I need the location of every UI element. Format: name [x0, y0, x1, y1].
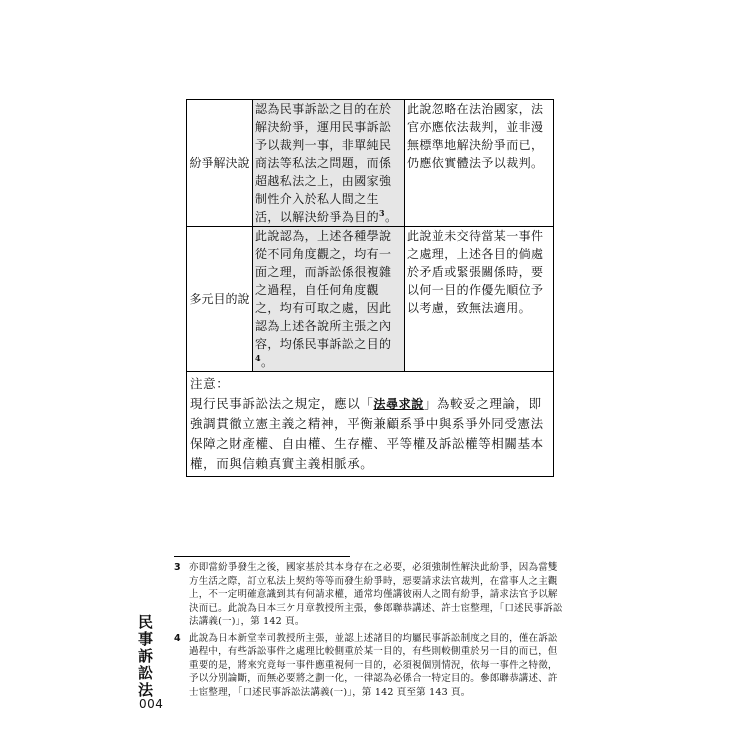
note-text: 」為較妥之理論，即強調貫徹立憲主義之精神，平衡兼顧系爭中與系爭外同受憲法保障之財產權、自由權、生存權、平等權及訴訟權等相關基本權，而與信賴真實主義相脈承。 [190, 396, 544, 471]
theory-content-text: 認為民事訴訟之目的在於解決紛爭，運用民事訴訟予以裁判一事，非單純民商法等私法之問題，而係超越私法之上，由國家強制性介入於私人間之生活，以解決紛爭為目的 [255, 102, 392, 224]
footnote-text: 此說為日本新堂幸司教授所主張，並認上述諸目的均屬民事訴訟制度之目的，僅在訴訟過程中，有些訴訟事件之處理比較側重於某一目的，有些則較側重於另一目的而已，但重要的是，將來究竟每一事件應重視何一目的，必須視個別情況，依每一事件之特徵，予以分別論斷，而無必要將之劃一化，一律認為必係合一特定目的。參郎聯恭講述、許士宦整理，「口述民事訴訟法講義(一)」，第 142 頁至第 143 頁。 [189, 632, 558, 698]
note-body [190, 394, 550, 474]
note-heading: 注意： [190, 376, 230, 391]
theory-content: 此說認為，上述各種學說從不同角度觀之，均有一面之理，而訴訟係很複雜之過程，自任何角度觀之，均有可取之處，因此認為上述各說所主張之內容，均係民事訴訟之目的$^4$。 [253, 227, 405, 372]
theory-content-text: 此說認為，上述各種學說從不同角度觀之，均有一面之理，而訴訟係很複雜之過程，自任何角度觀之，均有可取之處，因此認為上述各說所主張之內容，均係民事訴訟之目的 [255, 229, 392, 351]
footnotes [174, 561, 566, 702]
table-row [187, 227, 554, 372]
footnote-ref: 4 [255, 353, 261, 363]
footnote-ref: 3 [379, 208, 385, 218]
footnote [174, 632, 566, 700]
note-text: 現行民事訴訟法之規定，應以「 [190, 396, 374, 411]
comparison-table [186, 99, 554, 477]
footnote [174, 561, 566, 629]
theory-critique: 此說忽略在法治國家，法官亦應依法裁判，並非漫無標準地解決紛爭而已，仍應依實體法予以裁判。 [405, 100, 554, 227]
footnote-number: 3 [174, 562, 181, 573]
footnote-divider [174, 556, 350, 557]
table-row [187, 372, 554, 477]
theory-label: 紛爭解決說 [187, 100, 253, 227]
theory-critique: 此說並未交待當某一事件之處理，上述各目的倘處於矛盾或緊張關係時，要以何一目的作優先順位予以考慮，致無法適用。 [405, 227, 554, 372]
note-cell [187, 372, 554, 477]
key-term: 法尋求說 [373, 397, 424, 411]
page-number: 004 [139, 697, 164, 711]
theory-content: 認為民事訴訟之目的在於解決紛爭，運用民事訴訟予以裁判一事，非單純民商法等私法之問題，而係超越私法之上，由國家強制性介入於私人間之生活，以解決紛爭為目的$^3$。 [253, 100, 405, 227]
table-row [187, 100, 554, 227]
footnote-number: 4 [174, 632, 181, 644]
book-title: 民事訴訟法 [136, 614, 154, 699]
footnote-text: 亦即當紛爭發生之後，國家基於其本身存在之必要，必須強制性解決此紛爭，因為當雙方生活之際，訂立私法上契約等等而發生紛爭時，惡要請求法官裁判，在當事人之主觀上，不一定明確意識到其有何請求權，通常均僅講彼兩人之間有紛爭，請求法官予以解決而已。此說為日本三ケ月章教授所主張，參郎聯恭講述、許士宦整理，「口述民事訴訟法講義(一)」，第 142 頁。 [189, 562, 563, 627]
theory-label: 多元目的說 [187, 227, 253, 372]
